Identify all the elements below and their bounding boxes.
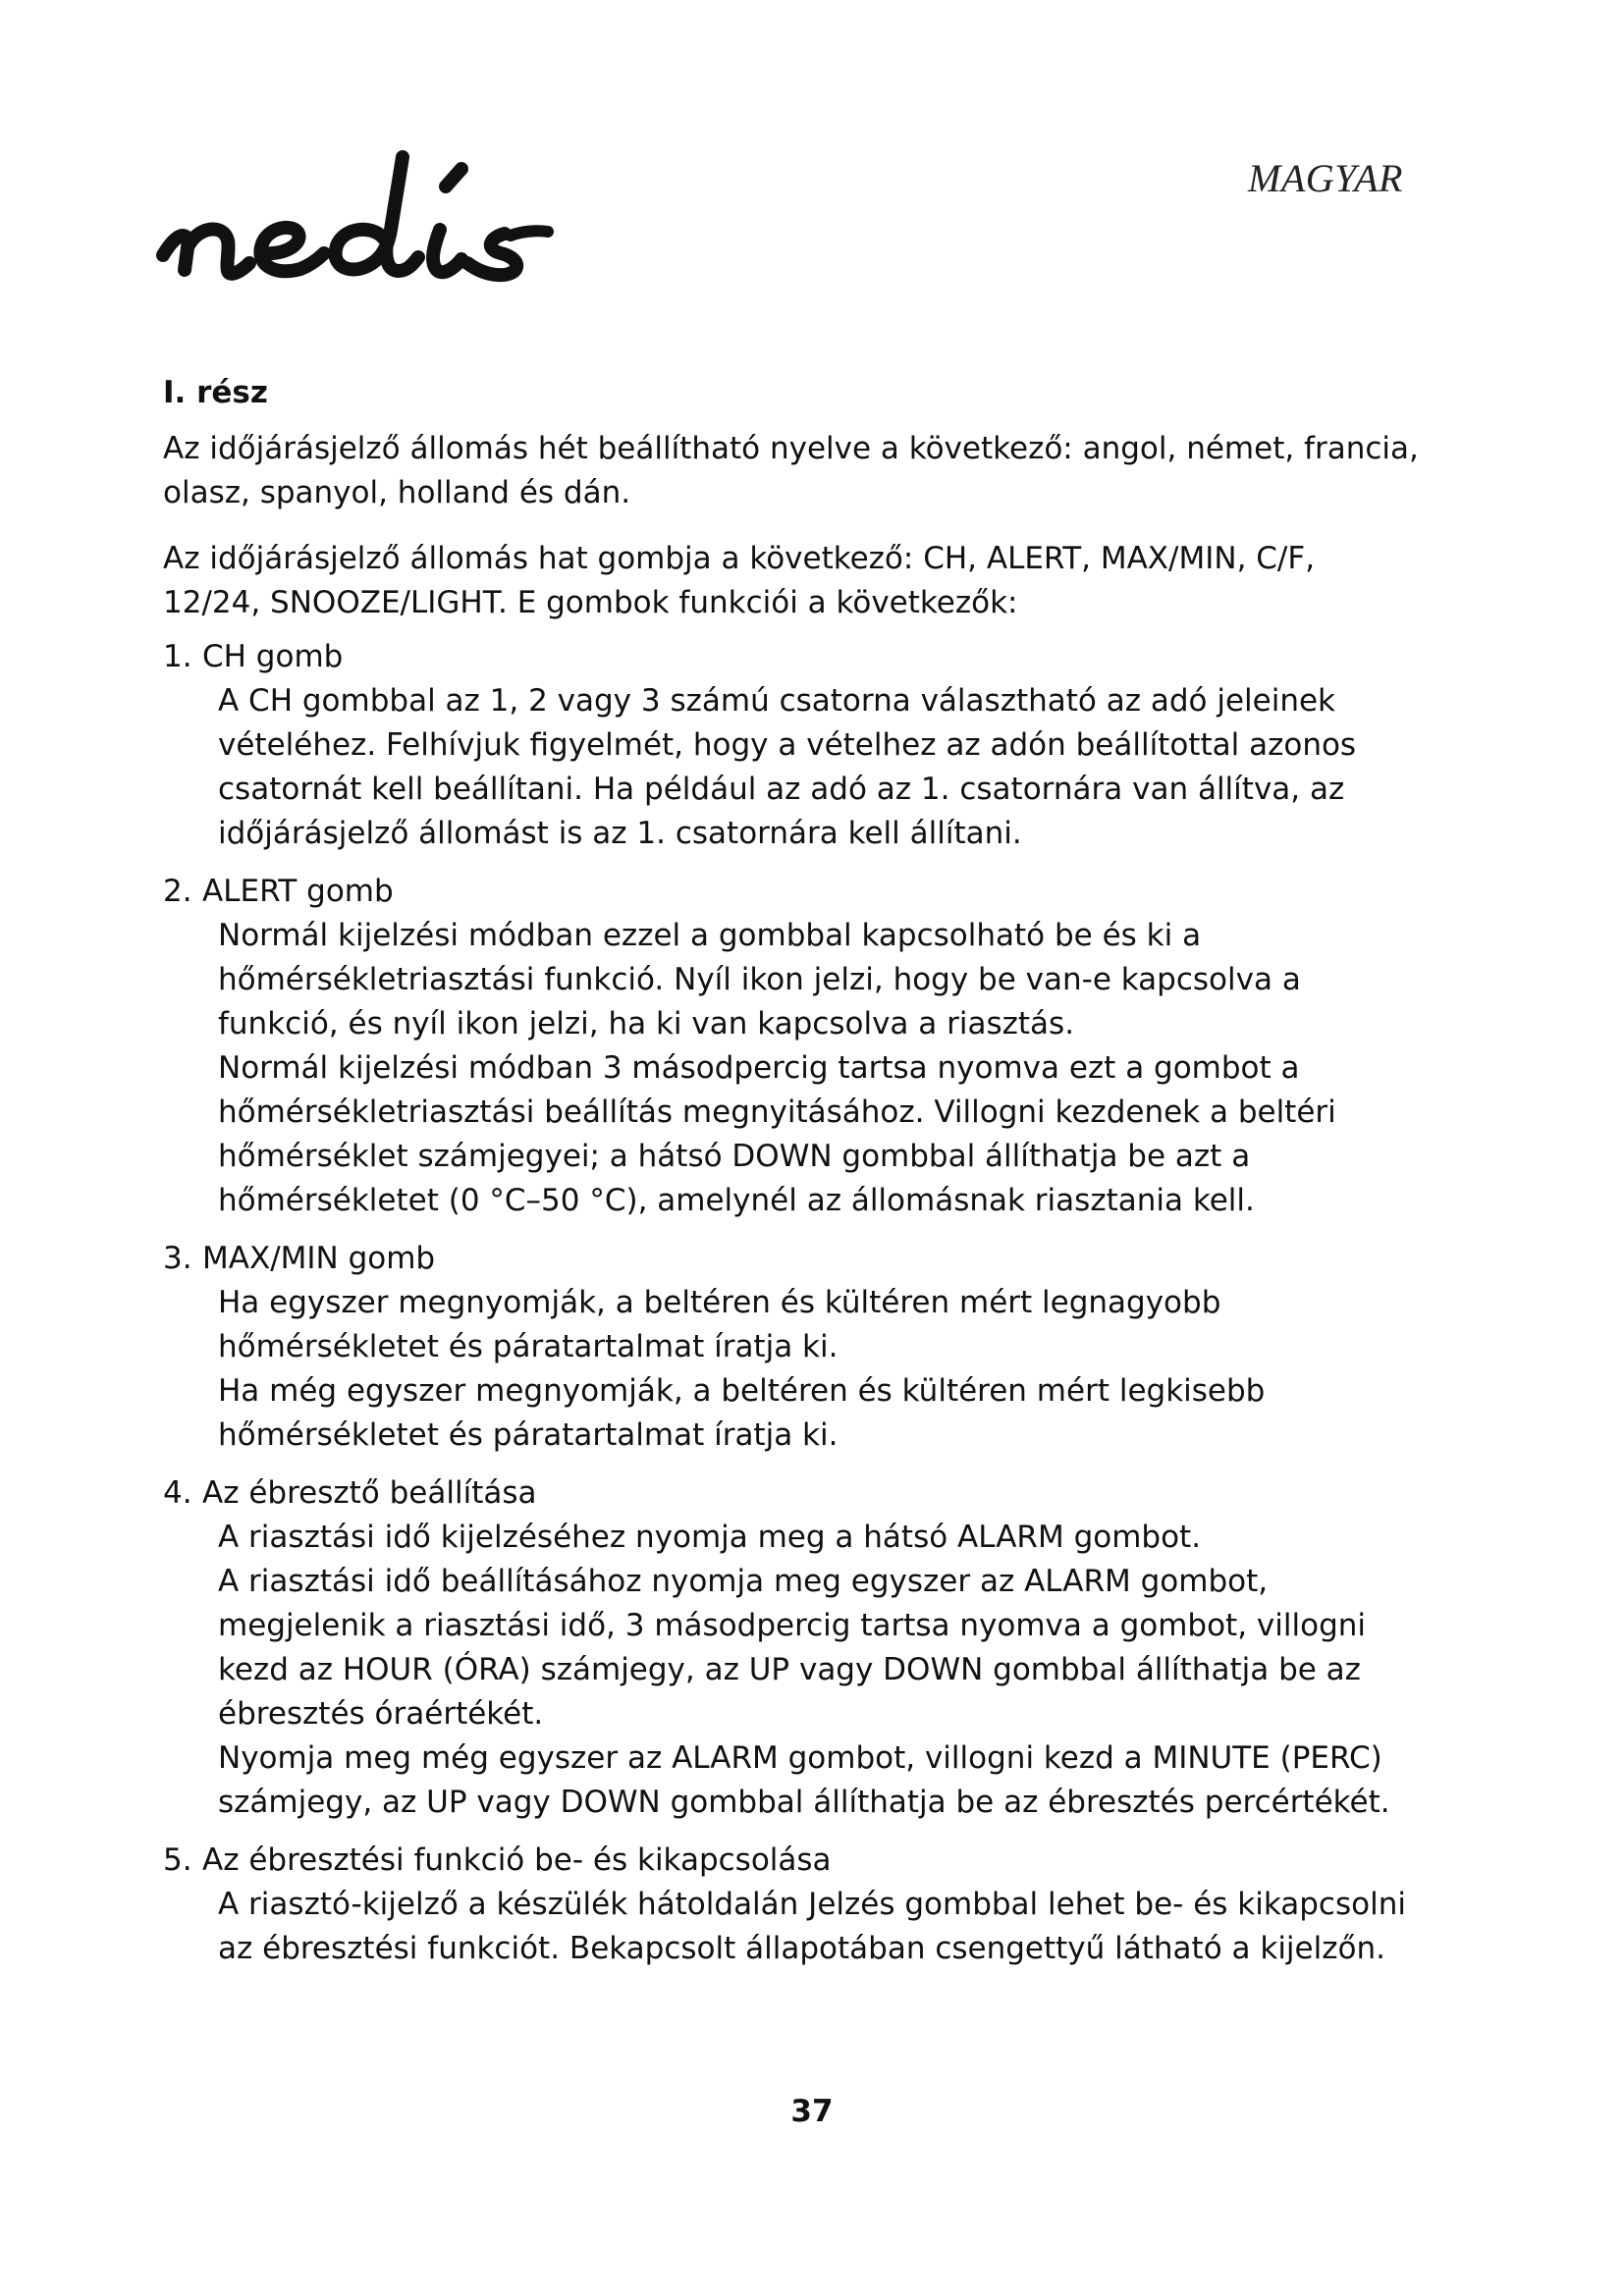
list-item xyxy=(163,1471,1420,1825)
document-body xyxy=(163,375,1420,1985)
intro-paragraph-2: Az időjárásjelző állomás hat gombja a következő: CH, ALERT, MAX/MIN, C/F, 12/24, SNOOZE/LIGHT. E gombok funkciói a következők: xyxy=(163,541,1316,621)
item-number: 4. xyxy=(163,1475,192,1512)
section-title: I. rész xyxy=(163,375,268,410)
list-item xyxy=(163,1839,1420,1971)
nedis-logo-mark xyxy=(155,147,617,294)
item-paragraph: Normál kijelzési módban 3 másodpercig tartsa nyomva ezt a gombot a hőmérsékletriasztási beállítás megnyitásához. Villogni kezdenek a beltéri hőmérséklet számjegyei; a hátsó DOWN gombbal állíthatja be azt a hőmérsékletet (0 °C–50 °C), amelynél az állomásnak riasztania kell. xyxy=(218,1050,1336,1219)
nedis-logo xyxy=(155,147,617,294)
item-paragraph: A riasztási idő beállításához nyomja meg egyszer az ALARM gombot, megjelenik a riasztási idő, 3 másodpercig tartsa nyomva a gombot, villogni kezd az HOUR (ÓRA) számjegy, az UP vagy DOWN gombbal állíthatja be az ébresztés óraértékét. xyxy=(218,1564,1367,1733)
item-paragraph: Ha még egyszer megnyomják, a beltéren és kültéren mért legkisebb hőmérsékletet és páratartalmat íratja ki. xyxy=(218,1373,1266,1454)
intro-paragraph-1: Az időjárásjelző állomás hét beállítható nyelve a következő: angol, német, francia, olasz, spanyol, holland és dán. xyxy=(163,431,1419,511)
item-title: Az ébresztési funkció be- és kikapcsolása xyxy=(202,1842,832,1879)
list-item xyxy=(163,635,1420,856)
language-label: MAGYAR xyxy=(1248,156,1403,200)
item-paragraph: A CH gombbal az 1, 2 vagy 3 számú csatorna választható az adó jeleinek vételéhez. Felhívjuk figyelmét, hogy a vételhez az adón beállítottal azonos csatornát kell beállítani. Ha például az adó az 1. csatornára van állítva, az időjárásjelző állomást is az 1. csatornára kell állítani. xyxy=(218,683,1357,852)
item-paragraph: Normál kijelzési módban ezzel a gombbal kapcsolható be és ki a hőmérsékletriasztási funkció. Nyíl ikon jelzi, hogy be van-e kapcsolva a funkció, és nyíl ikon jelzi, ha ki van kapcsolva a riasztás. xyxy=(218,918,1301,1042)
item-paragraph: Ha egyszer megnyomják, a beltéren és kültéren mért legnagyobb hőmérsékletet és páratartalmat íratja ki. xyxy=(218,1285,1221,1365)
page-number: 37 xyxy=(790,2094,834,2129)
item-number: 5. xyxy=(163,1842,192,1879)
item-number: 2. xyxy=(163,874,192,910)
item-paragraph: Nyomja meg még egyszer az ALARM gombot, villogni kezd a MINUTE (PERC) számjegy, az UP vagy DOWN gombbal állíthatja be az ébresztés percértékét. xyxy=(218,1740,1390,1821)
item-number: 1. xyxy=(163,639,192,675)
item-paragraph: A riasztó-kijelző a készülék hátoldalán Jelzés gombbal lehet be- és kikapcsolni az ébresztési funkciót. Bekapcsolt állapotában csengettyű látható a kijelzőn. xyxy=(218,1887,1406,1967)
item-title: MAX/MIN gomb xyxy=(202,1241,436,1277)
button-function-list xyxy=(163,635,1420,1971)
list-item xyxy=(163,1237,1420,1458)
list-item xyxy=(163,870,1420,1223)
item-title: Az ébresztő beállítása xyxy=(202,1475,537,1512)
item-number: 3. xyxy=(163,1241,192,1277)
item-title: CH gomb xyxy=(202,639,344,675)
logo-text: nedis xyxy=(155,293,158,294)
item-paragraph: A riasztási idő kijelzéséhez nyomja meg a hátsó ALARM gombot. xyxy=(218,1520,1202,1556)
item-title: ALERT gomb xyxy=(202,874,394,910)
